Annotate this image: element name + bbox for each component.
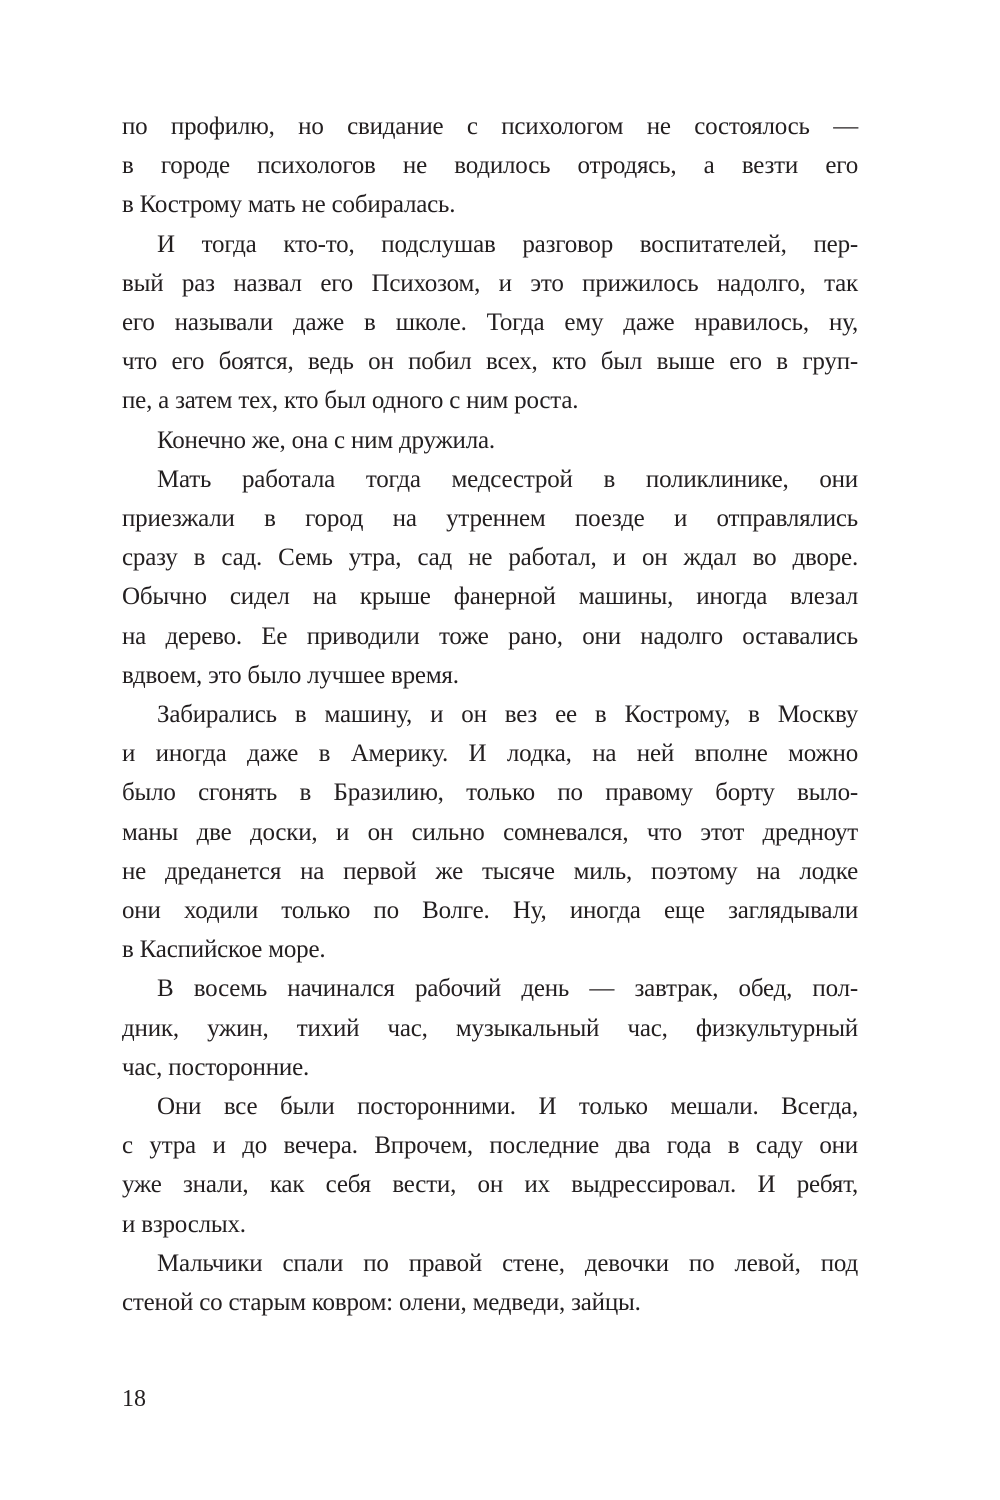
text-line: вдвоем, это было лучшее время. [122,661,459,689]
paragraph [122,969,858,1087]
text-line: маны две доски, и он сильно сомневался, что этот дредноут [122,818,858,846]
text-line: что его боятся, ведь он побил всех, кто был выше его в груп- [122,348,858,376]
text-line: его называли даже в школе. Тогда ему даже нравилось, ну, [122,309,858,337]
text-line: Обычно сидел на крыше фанерной машины, иногда влезал [122,583,858,611]
page-body-text [122,107,858,1322]
text-line: Конечно же, она с ним дружила. [157,426,495,454]
text-line: приезжали в город на утреннем поезде и отправлялись [122,505,858,533]
paragraph [122,460,858,695]
paragraph [122,107,858,225]
text-line: сразу в сад. Семь утра, сад не работал, и он ждал во дворе. [122,544,858,572]
text-line: по профилю, но свидание с психологом не состоялось — [122,113,858,140]
paragraph [122,1244,858,1322]
text-line: в Кострому мать не собиралась. [122,191,456,219]
text-line: с утра и до вечера. Впрочем, последние два года в саду они [122,1132,858,1160]
paragraph [122,1087,858,1244]
text-line: и иногда даже в Америку. И лодка, на ней вполне можно [122,740,858,768]
text-line: вый раз назвал его Психозом, и это прижилось надолго, так [122,269,858,297]
paragraph [122,421,858,460]
text-line: не дреданется на первой же тысяче миль, поэтому на лодке [122,857,858,885]
text-line: в Каспийское море. [122,936,326,964]
text-line: час, посторонние. [122,1053,310,1081]
text-line: И тогда кто-то, подслушав разговор воспитателей, пер- [157,230,858,258]
text-line: было сгонять в Бразилию, только по правому борту выло- [122,779,858,807]
paragraph [122,695,858,969]
text-line: стеной со старым ковром: олени, медведи, зайцы. [122,1289,641,1317]
text-line: Забирались в машину, и он вез ее в Кострому, в Москву [157,701,858,729]
text-line: Мать работала тогда медсестрой в поликлинике, они [157,465,858,493]
text-line: и взрослых. [122,1210,246,1238]
page-number: 18 [122,1386,146,1412]
text-line: они ходили только по Волге. Ну, иногда еще заглядывали [122,897,858,925]
text-line: В восемь начинался рабочий день — завтрак, обед, пол- [157,975,858,1003]
text-line: Они все были посторонними. И только мешали. Всегда, [157,1093,858,1121]
paragraph [122,225,858,421]
text-line: на дерево. Ее приводили тоже рано, они надолго оставались [122,622,858,650]
text-line: дник, ужин, тихий час, музыкальный час, физкультурный [122,1014,858,1042]
text-line: Мальчики спали по правой стене, девочки по левой, под [157,1249,858,1277]
text-line: в городе психологов не водилось отродясь, а везти его [122,152,858,180]
text-line: пе, а затем тех, кто был одного с ним роста. [122,387,579,415]
text-line: уже знали, как себя вести, он их выдрессировал. И ребят, [122,1171,858,1199]
